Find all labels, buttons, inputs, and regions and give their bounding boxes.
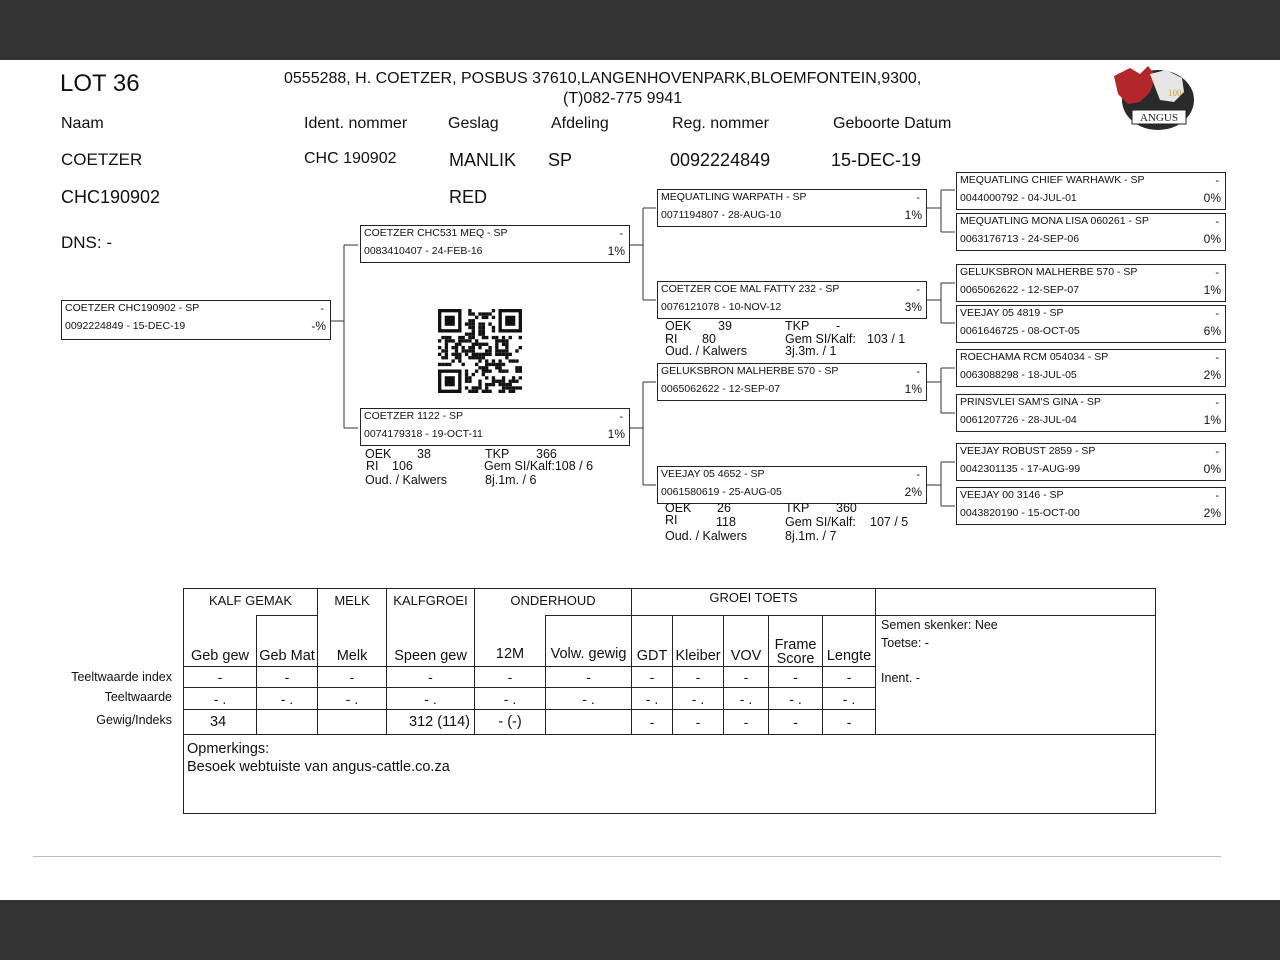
col-volw-gewig: Volw. gewig <box>546 616 632 667</box>
dd-dash: - <box>916 469 920 481</box>
dd-pct: 2% <box>904 485 922 499</box>
gp-6-id: 0042301135 - 17-AUG-99 <box>960 463 1081 475</box>
gp-7-id: 0043820190 - 15-OCT-00 <box>960 507 1080 519</box>
gp-0-name: MEQUATLING CHIEF WARHAWK - SP <box>960 174 1145 186</box>
dd-tkp-value: 360 <box>836 501 857 515</box>
gp-7-pct: 2% <box>1203 506 1221 520</box>
semen-skenker: Semen skenker: Nee <box>881 618 998 632</box>
tw-cell: - . <box>318 688 387 710</box>
gp-0-id: 0044000792 - 04-JUL-01 <box>960 192 1077 204</box>
sire-name: COETZER CHC531 MEQ - SP <box>364 227 508 239</box>
row-label-gewig: Gewig/Indeks <box>96 713 172 727</box>
tw-cell: - . <box>387 688 475 710</box>
dd-stats <box>665 502 925 544</box>
animal-ident: CHC 190902 <box>304 150 397 167</box>
index-cell: - <box>546 667 632 688</box>
row-label-teeltwaarde: Teeltwaarde <box>104 690 172 704</box>
animal-naam: COETZER <box>61 150 143 169</box>
gp-4-id: 0063088298 - 18-JUL-05 <box>960 369 1077 381</box>
toetse: Toetse: - <box>881 636 929 650</box>
col-geslag: Geslag <box>448 115 499 132</box>
dd-oek-label: OEK <box>665 501 692 515</box>
dam-ri-value: 106 <box>392 459 413 473</box>
sd-gem-value: 103 / 1 <box>867 332 906 346</box>
owner-phone: (T)082-775 9941 <box>563 90 683 107</box>
ds-dash: - <box>916 366 920 378</box>
pedigree-gp-4 <box>956 349 1226 387</box>
sd-stats <box>665 320 925 362</box>
dd-oek-value: 26 <box>717 501 731 515</box>
qr-code-icon <box>436 309 524 393</box>
dd-tkp-label: TKP <box>785 501 810 515</box>
col-frame-score <box>769 616 823 667</box>
ds-name: GELUKSBRON MALHERBE 570 - SP <box>661 365 839 377</box>
sd-tkp-label: TKP <box>785 319 810 333</box>
gp-1-name: MEQUATLING MONA LISA 060261 - SP <box>960 215 1149 227</box>
sd-oek-label: OEK <box>665 319 692 333</box>
sd-tkp-value: - <box>836 319 841 333</box>
gp-1-id: 0063176713 - 24-SEP-06 <box>960 233 1080 245</box>
gewig-cell: - <box>823 710 876 735</box>
index-cell: - <box>184 667 257 688</box>
sd-oud-value: 3j.3m. / 1 <box>785 344 837 358</box>
owner-line: 0555288, H. COETZER, POSBUS 37610,LANGENHOVENPARK,BLOEMFONTEIN,9300, <box>284 70 922 87</box>
lot-number: LOT 36 <box>60 70 140 97</box>
gewig-cell <box>318 710 387 735</box>
gp-0-dash: - <box>1215 175 1219 187</box>
pedigree-ss <box>657 189 927 227</box>
pedigree-sire <box>360 225 630 263</box>
group-kalfgroei: KALFGROEI <box>387 589 475 616</box>
sd-oek-value: 39 <box>718 319 732 333</box>
col-lengte: Lengte <box>823 616 876 667</box>
gp-1-dash: - <box>1215 216 1219 228</box>
index-cell: - <box>387 667 475 688</box>
gp-2-pct: 1% <box>1203 283 1221 297</box>
dam-oud-label: Oud. / Kalwers <box>365 473 447 487</box>
dd-gem-label: Gem SI/Kalf: <box>785 515 856 529</box>
col-speen-gew: Speen gew <box>387 616 475 667</box>
gp-3-pct: 6% <box>1203 324 1221 338</box>
gp-4-pct: 2% <box>1203 368 1221 382</box>
tw-cell: - . <box>724 688 769 710</box>
dam-gem: Gem SI/Kalf:108 / 6 <box>484 459 594 473</box>
dam-oek-label: OEK <box>365 447 392 461</box>
index-cell: - <box>257 667 318 688</box>
tw-cell: - . <box>673 688 724 710</box>
gp-5-pct: 1% <box>1203 413 1221 427</box>
gewig-cell <box>257 710 318 735</box>
gewig-cell: - <box>632 710 673 735</box>
pedigree-dd <box>657 466 927 504</box>
group-onderhoud: ONDERHOUD <box>475 589 632 616</box>
opmerkings-text: Besoek webtuiste van angus-cattle.co.za <box>187 759 450 775</box>
tw-cell: - . <box>184 688 257 710</box>
col-12m: 12M <box>475 616 546 667</box>
row-label-index: Teeltwaarde index <box>71 670 172 684</box>
index-cell: - <box>475 667 546 688</box>
frame-label: Frame <box>774 637 817 653</box>
subject-dash: - <box>320 303 324 315</box>
sd-pct: 3% <box>904 300 922 314</box>
sd-name: COETZER COE MAL FATTY 232 - SP <box>661 283 840 295</box>
dam-stats <box>365 448 625 490</box>
tw-cell: - . <box>475 688 546 710</box>
animal-geboorte: 15-DEC-19 <box>831 150 922 170</box>
animal-kleur: RED <box>449 187 488 207</box>
col-gdt: GDT <box>632 616 673 667</box>
dd-gem-value: 107 / 5 <box>870 515 909 529</box>
animal-reg: 0092224849 <box>670 150 771 170</box>
dam-id: 0074179318 - 19-OCT-11 <box>364 428 483 440</box>
opmerkings-box <box>184 735 1156 814</box>
index-cell: - <box>632 667 673 688</box>
gewig-cell: 34 <box>184 710 257 735</box>
tw-cell: - . <box>632 688 673 710</box>
sd-dash: - <box>916 284 920 296</box>
side-info <box>876 589 1156 735</box>
dd-ri-value: 118 <box>716 515 736 529</box>
gp-5-id: 0061207726 - 28-JUL-04 <box>960 414 1077 426</box>
gewig-cell: - <box>769 710 823 735</box>
score-label: Score <box>776 651 815 667</box>
gp-3-id: 0061646725 - 08-OCT-05 <box>960 325 1080 337</box>
gewig-cell <box>546 710 632 735</box>
animal-geslag: MANLIK <box>449 150 517 170</box>
tw-cell: - . <box>257 688 318 710</box>
pedigree-gp-6 <box>956 443 1226 481</box>
sd-oud-label: Oud. / Kalwers <box>665 344 747 358</box>
sire-dash: - <box>619 228 623 240</box>
logo-text: ANGUS <box>1140 112 1178 124</box>
subject-name: COETZER CHC190902 - SP <box>65 302 200 314</box>
inent: Inent. - <box>881 671 920 685</box>
dam-name: COETZER 1122 - SP <box>364 410 464 422</box>
gp-7-name: VEEJAY 00 3146 - SP <box>960 489 1064 501</box>
gp-2-dash: - <box>1215 267 1219 279</box>
dam-oek-value: 38 <box>417 447 431 461</box>
traits-table <box>183 588 1156 814</box>
dd-name: VEEJAY 05 4652 - SP <box>661 468 765 480</box>
sd-ri-value: 80 <box>702 332 716 346</box>
gp-2-id: 0065062622 - 12-SEP-07 <box>960 284 1080 296</box>
dd-id: 0061580619 - 25-AUG-05 <box>661 486 782 498</box>
pedigree-ds <box>657 363 927 401</box>
sire-id: 0083410407 - 24-FEB-16 <box>364 245 483 257</box>
index-cell: - <box>823 667 876 688</box>
index-cell: - <box>769 667 823 688</box>
subject-id: 0092224849 - 15-DEC-19 <box>65 320 186 332</box>
dd-oud-label: Oud. / Kalwers <box>665 529 747 543</box>
col-vov: VOV <box>724 616 769 667</box>
gp-1-pct: 0% <box>1203 232 1221 246</box>
dd-oud-value: 8j.1m. / 7 <box>785 529 837 543</box>
ss-dash: - <box>916 192 920 204</box>
group-melk: MELK <box>318 589 387 616</box>
gewig-cell: - <box>673 710 724 735</box>
gp-7-dash: - <box>1215 490 1219 502</box>
ds-id: 0065062622 - 12-SEP-07 <box>661 383 781 395</box>
pedigree-gp-7 <box>956 487 1226 525</box>
gewig-cell: - <box>724 710 769 735</box>
sd-ri-label: RI <box>665 332 678 346</box>
gp-5-dash: - <box>1215 397 1219 409</box>
col-kleiber: Kleiber <box>673 616 724 667</box>
dam-tkp-label: TKP <box>485 447 510 461</box>
gp-3-dash: - <box>1215 308 1219 320</box>
pedigree-gp-1 <box>956 213 1226 251</box>
dam-tkp-value: 366 <box>536 447 557 461</box>
sd-gem-label: Gem SI/Kalf: <box>785 332 856 346</box>
index-cell: - <box>673 667 724 688</box>
dam-pct: 1% <box>607 427 625 441</box>
animal-afdeling: SP <box>548 150 573 170</box>
dam-ri-label: RI <box>366 459 379 473</box>
index-cell: - <box>318 667 387 688</box>
subject-pct: -% <box>311 319 326 333</box>
pedigree-subject <box>61 300 331 340</box>
gp-0-pct: 0% <box>1203 191 1221 205</box>
sd-id: 0076121078 - 10-NOV-12 <box>661 301 782 313</box>
dns: DNS: - <box>61 233 112 252</box>
tw-cell: - . <box>546 688 632 710</box>
dd-ri-label: RI <box>665 513 678 527</box>
group-kalf-gemak: KALF GEMAK <box>184 589 318 616</box>
gp-5-name: PRINSVLEI SAM'S GINA - SP <box>960 396 1101 408</box>
opmerkings-label: Opmerkings: <box>187 741 270 757</box>
pedigree-dam <box>360 408 630 446</box>
tw-cell: - . <box>823 688 876 710</box>
col-afdeling: Afdeling <box>551 115 609 132</box>
col-melk: Melk <box>318 616 387 667</box>
ss-name: MEQUATLING WARPATH - SP <box>661 191 807 203</box>
gewig-cell: 312 (114) <box>387 710 475 735</box>
group-groei-toets: GROEI TOETS <box>632 589 876 616</box>
col-geb-gew: Geb gew <box>184 616 257 667</box>
gp-6-name: VEEJAY ROBUST 2859 - SP <box>960 445 1096 457</box>
col-reg: Reg. nommer <box>672 115 769 132</box>
col-geboorte: Geboorte Datum <box>833 115 952 132</box>
sire-pct: 1% <box>607 244 625 258</box>
pedigree-gp-3 <box>956 305 1226 343</box>
gp-6-pct: 0% <box>1203 462 1221 476</box>
dam-dash: - <box>619 411 623 423</box>
ss-pct: 1% <box>904 208 922 222</box>
gp-6-dash: - <box>1215 446 1219 458</box>
dam-oud-value: 8j.1m. / 6 <box>485 473 537 487</box>
col-ident: Ident. nommer <box>304 115 408 132</box>
footer-rule <box>33 856 1221 857</box>
col-naam: Naam <box>61 115 104 132</box>
gp-2-name: GELUKSBRON MALHERBE 570 - SP <box>960 266 1138 278</box>
index-cell: - <box>724 667 769 688</box>
tw-cell: - . <box>769 688 823 710</box>
ss-id: 0071194807 - 28-AUG-10 <box>661 209 782 221</box>
animal-code: CHC190902 <box>61 187 161 207</box>
gp-3-name: VEEJAY 05 4819 - SP <box>960 307 1064 319</box>
pedigree-gp-5 <box>956 394 1226 432</box>
gewig-cell: - (-) <box>475 710 546 735</box>
pedigree-gp-2 <box>956 264 1226 302</box>
logo-years: 100 <box>1168 88 1182 98</box>
pedigree-sd <box>657 281 927 319</box>
col-geb-mat: Geb Mat <box>257 616 318 667</box>
gp-4-name: ROECHAMA RCM 054034 - SP <box>960 351 1109 363</box>
pedigree-gp-0 <box>956 172 1226 210</box>
ds-pct: 1% <box>904 382 922 396</box>
gp-4-dash: - <box>1215 352 1219 364</box>
